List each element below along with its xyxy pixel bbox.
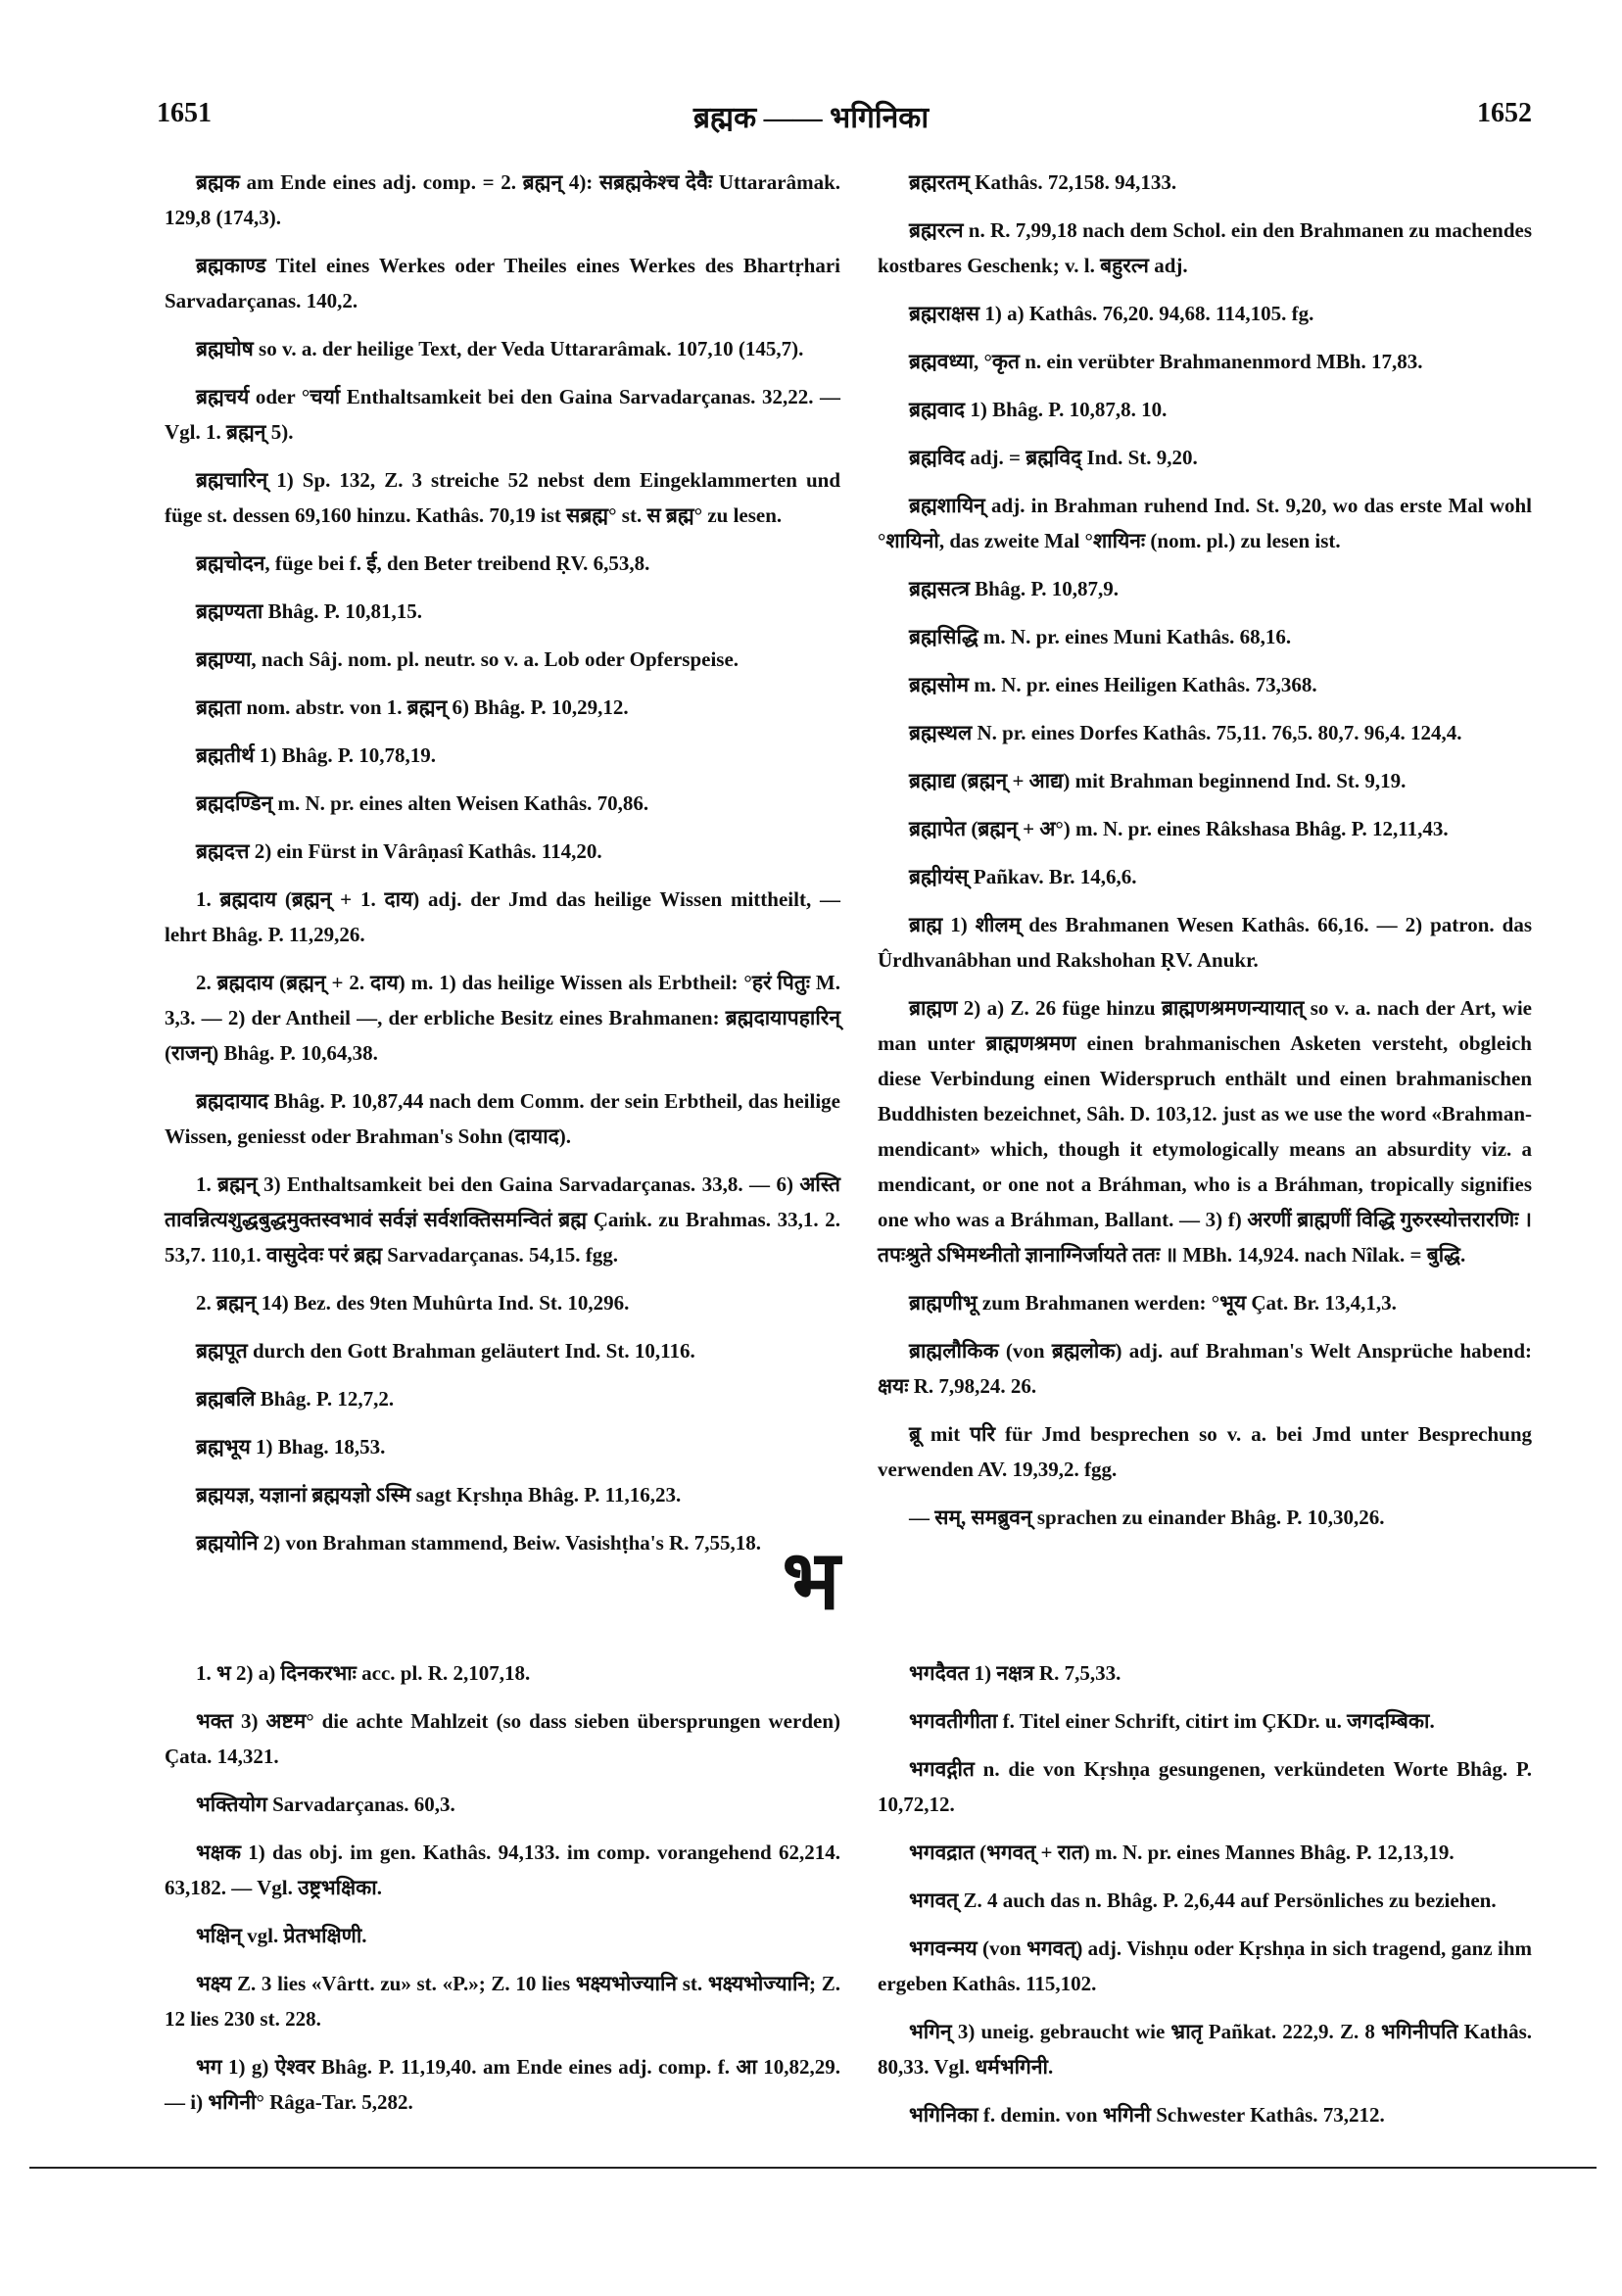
dictionary-entry: ब्रह्मवाद 1) Bhâg. P. 10,87,8. 10.	[909, 398, 1168, 421]
dictionary-entry: भगवत् Z. 4 auch das n. Bhâg. P. 2,6,44 auf Persönliches zu beziehen.	[909, 1889, 1497, 1912]
dictionary-entry: ब्राह्मण 2) a) Z. 26 füge hinzu ब्राह्मणश्रमणन्यायात् so v. a. nach der Art, wie man unter ब्राह्मणश्रमण einen brahmanischen Asketen versteht, obgleich diese Verbindung einen Widerspruch enthält und einen brahmanischen Buddhisten bezeichnet, Sâh. D. 103,12. just as we use the word «Brahman-mendicant» which, though it etymologically means an absurdity viz. a mendicant, or one not a Bráhman, who is a Bráhman, tropically signifies one who was a Bráhman, Ballant. — 3) f) अरणीं ब्राह्मणीं विद्धि गुरुरस्योत्तरारणिः । तपःश्रुते ऽभिमथ्नीतो ज्ञानाग्निर्जायते ततः ॥ MBh. 14,924. nach Nîlak. = बुद्धि.	[878, 996, 1532, 1267]
dictionary-entry: ब्रह्मशायिन् adj. in Brahman ruhend Ind. St. 9,20, wo das erste Mal wohl °शायिनो, das zweite Mal °शायिनः (nom. pl.) zu lesen ist.	[878, 494, 1532, 552]
column-lower-right	[878, 1655, 1532, 2145]
dictionary-entry: ब्रह्मयोनि 2) von Brahman stammend, Beiw. Vasishṭha's R. 7,55,18.	[196, 1531, 761, 1555]
dictionary-entry: ब्रह्मभूय 1) Bhag. 18,53.	[196, 1435, 386, 1459]
dictionary-entry: भक्षिन् vgl. प्रेतभक्षिणी.	[196, 1924, 367, 1947]
dictionary-entry: भगवद्रात (भगवत् + रात) m. N. pr. eines Mannes Bhâg. P. 12,13,19.	[909, 1841, 1455, 1864]
column-lower-left	[165, 1655, 840, 2132]
dictionary-entry: ब्रह्मचोदन, füge bei f. ई, den Beter treibend ṚV. 6,53,8.	[196, 551, 650, 575]
dictionary-entry: ब्रह्मदायाद Bhâg. P. 10,87,44 nach dem Comm. der sein Erbtheil, das heilige Wissen, geniesst oder Brahman's Sohn (दायाद).	[165, 1089, 840, 1148]
dictionary-entry: 1. भ 2) a) दिनकरभाः acc. pl. R. 2,107,18.	[196, 1661, 531, 1685]
dictionary-entry: भक्षक 1) das obj. im gen. Kathâs. 94,133. im comp. vorangehend 62,214. 63,182. — Vgl. उष्ट्रभक्षिका.	[165, 1841, 840, 1899]
dictionary-entry: भक्ष्य Z. 3 lies «Vârtt. zu» st. «P.»; Z. 10 lies भक्ष्यभोज्यानि st. भक्ष्यभोज्यानि; Z. 12 lies 230 st. 228.	[165, 1972, 840, 2031]
dictionary-entry: ब्रह्मण्यता Bhâg. P. 10,81,15.	[196, 599, 422, 623]
dictionary-entry: भगिन् 3) uneig. gebraucht wie भ्रातृ Pañkat. 222,9. Z. 8 भगिनीपति Kathâs. 80,33. Vgl. धर्मभगिनी.	[878, 2020, 1532, 2079]
dictionary-entry: ब्रह्मसिद्धि m. N. pr. eines Muni Kathâs. 68,16.	[909, 625, 1292, 648]
dictionary-entry: ब्रह्मसोम m. N. pr. eines Heiligen Kathâs. 73,368.	[909, 673, 1317, 696]
dictionary-entry: ब्रह्माद्य (ब्रह्मन् + आद्य) mit Brahman beginnend Ind. St. 9,19.	[909, 769, 1407, 792]
dictionary-entry: ब्रह्मकाण्ड Titel eines Werkes oder Theiles eines Werkes des Bhartṛhari Sarvadarçanas. 140,2.	[165, 254, 840, 312]
dictionary-entry: भक्त 3) अष्टम° die achte Mahlzeit (so dass sieben übersprungen werden) Çata. 14,321.	[165, 1709, 840, 1768]
dictionary-entry: 1. ब्रह्मदाय (ब्रह्मन् + 1. दाय) adj. der Jmd das heilige Wissen mittheilt, — lehrt Bhâg. P. 11,29,26.	[165, 887, 840, 946]
dictionary-entry: ब्रह्मदत्त 2) ein Fürst in Vârâṇasî Kathâs. 114,20.	[196, 839, 602, 863]
dictionary-entry: भगिनिका f. demin. von भगिनी Schwester Kathâs. 73,212.	[909, 2103, 1385, 2127]
dictionary-entry: ब्रह्मयज्ञ, यज्ञानां ब्रह्मयज्ञो ऽस्मि sagt Kṛshṇa Bhâg. P. 11,16,23.	[196, 1483, 682, 1507]
dictionary-entry: ब्रह्मतीर्थ 1) Bhâg. P. 10,78,19.	[196, 743, 436, 767]
dictionary-entry: ब्रह्मचारिन् 1) Sp. 132, Z. 3 streiche 52 nebst dem Eingeklammerten und füge st. dessen 69,160 hinzu. Kathâs. 70,19 ist सब्रह्म° st. स ब्रह्म° zu lesen.	[165, 468, 840, 527]
running-header: ब्रह्मक —— भगिनिका	[692, 102, 930, 134]
section-letter: भ	[782, 1536, 840, 1627]
column-upper-right	[878, 165, 1532, 1548]
column-upper-left	[165, 165, 840, 1573]
dictionary-entry: ब्राह्म 1) शीलम् des Brahmanen Wesen Kathâs. 66,16. — 2) patron. das Ûrdhvanâbhan und Rakshohan ṚV. Anukr.	[878, 913, 1532, 972]
dictionary-entry: ब्रह्मघोष so v. a. der heilige Text, der Veda Uttararâmak. 107,10 (145,7).	[196, 337, 804, 360]
dictionary-entry: ब्राह्मलौकिक (von ब्रह्मलोक) adj. auf Brahman's Welt Ansprüche habend: क्षयः R. 7,98,24. 26.	[878, 1339, 1532, 1398]
dictionary-entry: भगदैवत 1) नक्षत्र R. 7,5,33.	[909, 1661, 1121, 1685]
dictionary-entry: ब्रह्मबलि Bhâg. P. 12,7,2.	[196, 1387, 395, 1411]
dictionary-entry: — सम्, समब्रुवन् sprachen zu einander Bhâg. P. 10,30,26.	[909, 1506, 1385, 1529]
dictionary-entry: ब्रू mit परि für Jmd besprechen so v. a. bei Jmd unter Besprechung verwenden AV. 19,39,2. fgg.	[878, 1422, 1532, 1481]
dictionary-entry: ब्रह्मचर्य oder °चर्या Enthaltsamkeit bei den Gaina Sarvadarçanas. 32,22. — Vgl. 1. ब्रह्मन् 5).	[165, 385, 840, 444]
dictionary-entry: ब्रह्मराक्षस 1) a) Kathâs. 76,20. 94,68. 114,105. fg.	[909, 302, 1314, 325]
dictionary-entry: ब्रह्मसत्त्र Bhâg. P. 10,87,9.	[909, 577, 1120, 600]
dictionary-entry: भगवन्मय (von भगवत्) adj. Vishṇu oder Kṛshṇa in sich tragend, ganz ihm ergeben Kathâs. 115,102.	[878, 1937, 1532, 1995]
dictionary-entry: ब्रह्मरत्न n. R. 7,99,18 nach dem Schol. ein den Brahmanen zu machendes kostbares Geschenk; v. l. बहुरत्न adj.	[878, 218, 1532, 277]
dictionary-entry: ब्रह्मस्थल N. pr. eines Dorfes Kathâs. 75,11. 76,5. 80,7. 96,4. 124,4.	[909, 721, 1462, 744]
dictionary-entry: ब्रह्मविद adj. = ब्रह्मविद् Ind. St. 9,20.	[909, 446, 1198, 469]
dictionary-entry: ब्रह्मपूत durch den Gott Brahman geläutert Ind. St. 10,116.	[196, 1339, 695, 1363]
dictionary-entry: ब्रह्मता nom. abstr. von 1. ब्रह्मन् 6) Bhâg. P. 10,29,12.	[196, 695, 629, 719]
dictionary-entry: ब्रह्मदण्डिन् m. N. pr. eines alten Weisen Kathâs. 70,86.	[196, 791, 649, 815]
dictionary-entry: भगवद्गीत n. die von Kṛshṇa gesungenen, verkündeten Worte Bhâg. P. 10,72,12.	[878, 1757, 1532, 1816]
dictionary-entry: भगवतीगीता f. Titel einer Schrift, citirt im ÇKDr. u. जगदम्बिका.	[909, 1709, 1435, 1733]
dictionary-entry: ब्रह्मण्या, nach Sâj. nom. pl. neutr. so v. a. Lob oder Opferspeise.	[196, 647, 739, 671]
page-number-left: 1651	[157, 98, 212, 128]
dictionary-entry: ब्राह्मणीभू zum Brahmanen werden: °भूय Çat. Br. 13,4,1,3.	[909, 1291, 1397, 1315]
dictionary-entry: 1. ब्रह्मन् 3) Enthaltsamkeit bei den Gaina Sarvadarçanas. 33,8. — 6) अस्ति तावन्नित्यशुद्धबुद्धमुक्तस्वभावं सर्वज्ञं सर्वशक्तिसमन्वितं ब्रह्म Çaṁk. zu Brahmas. 33,1. 2. 53,7. 110,1. वासुदेवः परं ब्रह्म Sarvadarçanas. 54,15. fgg.	[165, 1172, 840, 1267]
dictionary-entry: ब्रह्मरतम् Kathâs. 72,158. 94,133.	[909, 170, 1177, 194]
dictionary-entry: ब्रह्मक am Ende eines adj. comp. = 2. ब्रह्मन् 4): सब्रह्मकेश्च देवैः Uttararâmak. 129,8 (174,3).	[165, 170, 840, 229]
dictionary-entry: 2. ब्रह्मदाय (ब्रह्मन् + 2. दाय) m. 1) das heilige Wissen als Erbtheil: °हरं पितुः M. 3,3. — 2) der Antheil —, der erbliche Besitz eines Brahmanen: ब्रह्मदायापहारिन् (राजन्) Bhâg. P. 10,64,38.	[165, 971, 840, 1065]
bottom-rule	[29, 2167, 1597, 2169]
page-number-right: 1652	[1477, 98, 1532, 128]
dictionary-entry: भग 1) g) ऐश्वर Bhâg. P. 11,19,40. am Ende eines adj. comp. f. आ 10,82,29. — i) भगिनी° Râga-Tar. 5,282.	[165, 2055, 840, 2114]
dictionary-entry: ब्रह्मीयंस् Pañkav. Br. 14,6,6.	[909, 865, 1137, 888]
dictionary-entry: भक्तियोग Sarvadarçanas. 60,3.	[196, 1793, 455, 1816]
dictionary-entry: 2. ब्रह्मन् 14) Bez. des 9ten Muhûrta Ind. St. 10,296.	[196, 1291, 630, 1315]
dictionary-entry: ब्रह्मवध्या, °कृत n. ein verübter Brahmanenmord MBh. 17,83.	[909, 350, 1423, 373]
dictionary-entry: ब्रह्मापेत (ब्रह्मन् + अ°) m. N. pr. eines Râkshasa Bhâg. P. 12,11,43.	[909, 817, 1449, 840]
